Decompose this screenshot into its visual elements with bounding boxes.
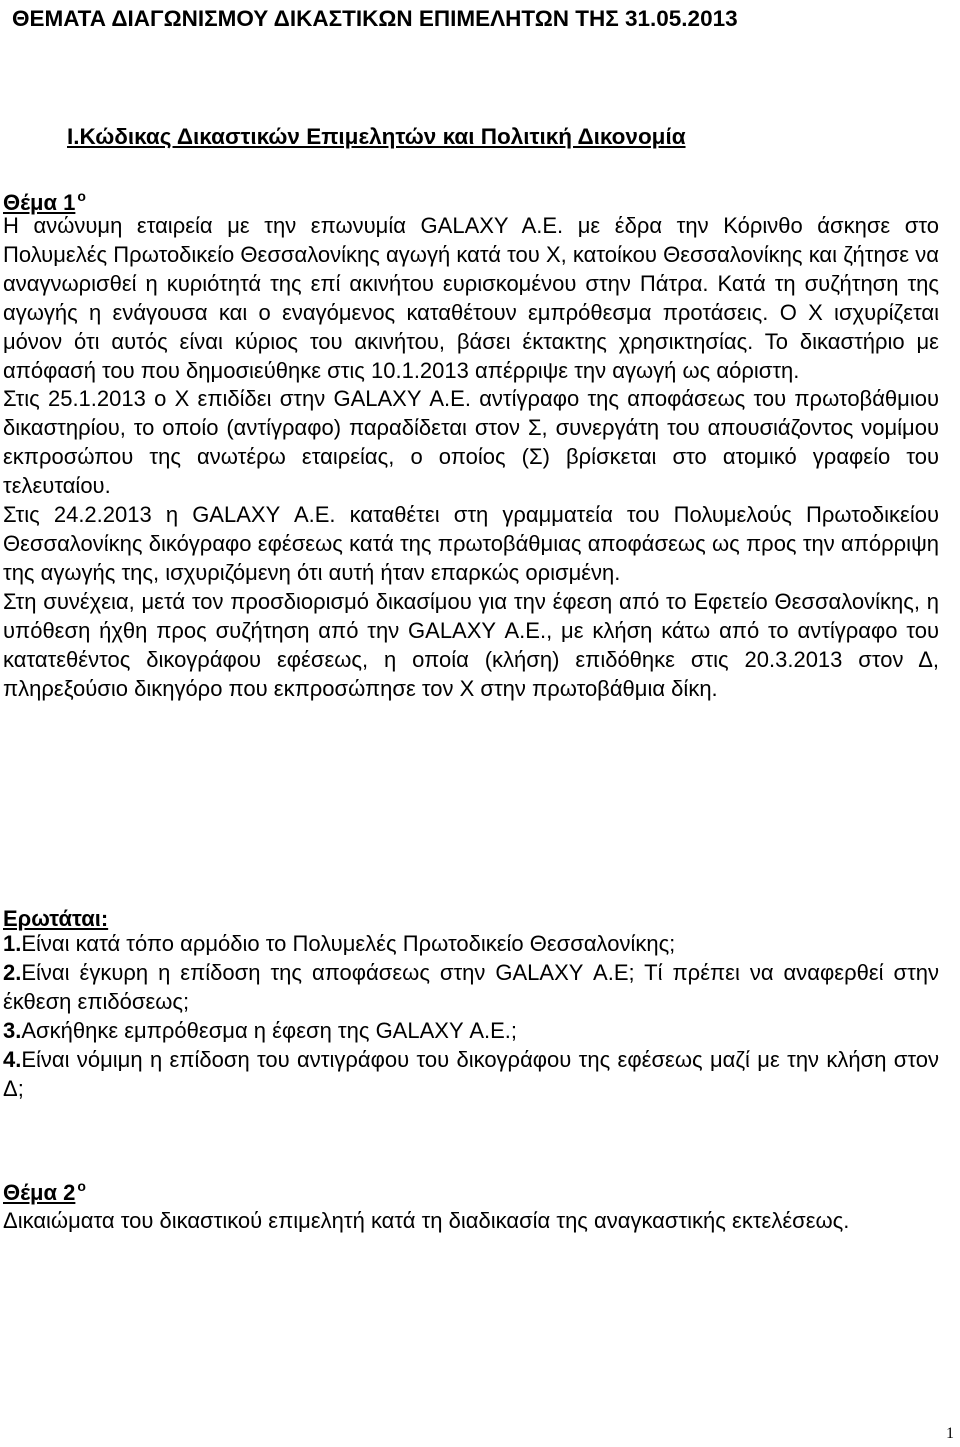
question-item: [3, 959, 939, 1017]
question-text: Είναι νόμιμη η επίδοση του αντιγράφου του δικογράφου της εφέσεως μαζί με την κλήση στον Δ;: [3, 1046, 939, 1101]
document-title: ΘΕΜΑΤΑ ΔΙΑΓΩΝΙΣΜΟΥ ΔΙΚΑΣΤΙΚΩΝ ΕΠΙΜΕΛΗΤΩΝ ΤΗΣ 31.05.2013: [12, 6, 738, 31]
theme-1-paragraph: Στις 25.1.2013 ο Χ επιδίδει στην GALAXY Α.Ε. αντίγραφο της αποφάσεως του πρωτοβάθμιου δικαστηρίου, το οποίο (αντίγραφο) παραδίδεται στον Σ, συνεργάτη του απουσιάζοντος νομίμου εκπροσώπου της ανωτέρω εταιρείας, ο οποίος (Σ) βρίσκεται στο ατομικό γραφείο του τελευταίου.: [3, 386, 939, 499]
question-number: 1.: [3, 931, 22, 956]
theme-2-paragraph: Δικαιώματα του δικαστικού επιμελητή κατά τη διαδικασία της αναγκαστικής εκτελέσεως.: [3, 1208, 850, 1233]
theme-1-paragraph: Στη συνέχεια, μετά τον προσδιορισμό δικασίμου για την έφεση από το Εφετείο Θεσσαλονίκης, η υπόθεση ήχθη προς συζήτηση από την GALAXY Α.Ε., με κλήση κάτω από το αντίγραφο του κατατεθέντος δικογράφου εφέσεως, η οποία (κλήση) επιδόθηκε στις 20.3.2013 στον Δ, πληρεξούσιο δικηγόρο που εκπροσώπησε τον Χ στην πρωτοβάθμια δίκη.: [3, 588, 939, 701]
theme-1-label: Θέμα 1: [3, 190, 76, 215]
page-number: 1: [946, 1425, 954, 1442]
question-number: 2.: [3, 959, 22, 985]
questions-heading: Ερωτάται:: [3, 906, 109, 931]
theme-2-body: [3, 1207, 939, 1236]
theme-2-label: Θέμα 2: [3, 1180, 76, 1205]
question-number: 3.: [3, 1017, 22, 1043]
question-item: [3, 930, 939, 959]
theme-1-body: [3, 212, 939, 703]
question-text: Είναι έγκυρη η επίδοση της αποφάσεως στην GALAXY Α.Ε; Τί πρέπει να αναφερθεί στην έκθεση επιδόσεως;: [3, 959, 939, 1014]
question-item: [3, 1046, 939, 1104]
theme-1-superscript: ο: [77, 188, 86, 204]
question-number: 4.: [3, 1046, 22, 1072]
theme-2-heading: [3, 1178, 86, 1206]
theme-1-paragraph: Στις 24.2.2013 η GALAXY Α.Ε. καταθέτει στη γραμματεία του Πολυμελούς Πρωτοδικείου Θεσσαλονίκης δικόγραφο εφέσεως κατά της πρωτοβάθμιας αποφάσεως ως προς την απόρριψη της αγωγής της, ισχυριζόμενη ότι αυτή ήταν επαρκώς ορισμένη.: [3, 502, 939, 585]
section-title: I.Κώδικας Δικαστικών Επιμελητών και Πολιτική Δικονομία: [67, 124, 686, 149]
theme-1-paragraph: Η ανώνυμη εταιρεία με την επωνυμία GALAXY A.E. με έδρα την Κόρινθο άσκησε στο Πολυμελές Πρωτοδικείο Θεσσαλονίκης αγωγή κατά του Χ, κατοίκου Θεσσαλονίκης και ζήτησε να αναγνωρισθεί η κυριότητά της επί ακινήτου ευρισκομένου στην Πάτρα. Κατά τη συζήτηση της αγωγής η ενάγουσα και ο εναγόμενος καταθέτουν εμπρόθεσμα προτάσεις. Ο Χ ισχυρίζεται μόνον ότι αυτός είναι κύριος του ακινήτου, βάσει έκτακτης χρησικτησίας. Το δικαστήριο με απόφασή του που δημοσιεύθηκε στις 10.1.2013 απέρριψε την αγωγή ως αόριστη.: [3, 213, 939, 383]
question-item: [3, 1017, 939, 1046]
questions-list: [3, 930, 939, 1103]
question-text: Ασκήθηκε εμπρόθεσμα η έφεση της GALAXY Α.Ε.;: [21, 1017, 518, 1043]
question-text: Είναι κατά τόπο αρμόδιο το Πολυμελές Πρωτοδικείο Θεσσαλονίκης;: [21, 931, 676, 956]
theme-2-superscript: ο: [77, 1178, 86, 1194]
